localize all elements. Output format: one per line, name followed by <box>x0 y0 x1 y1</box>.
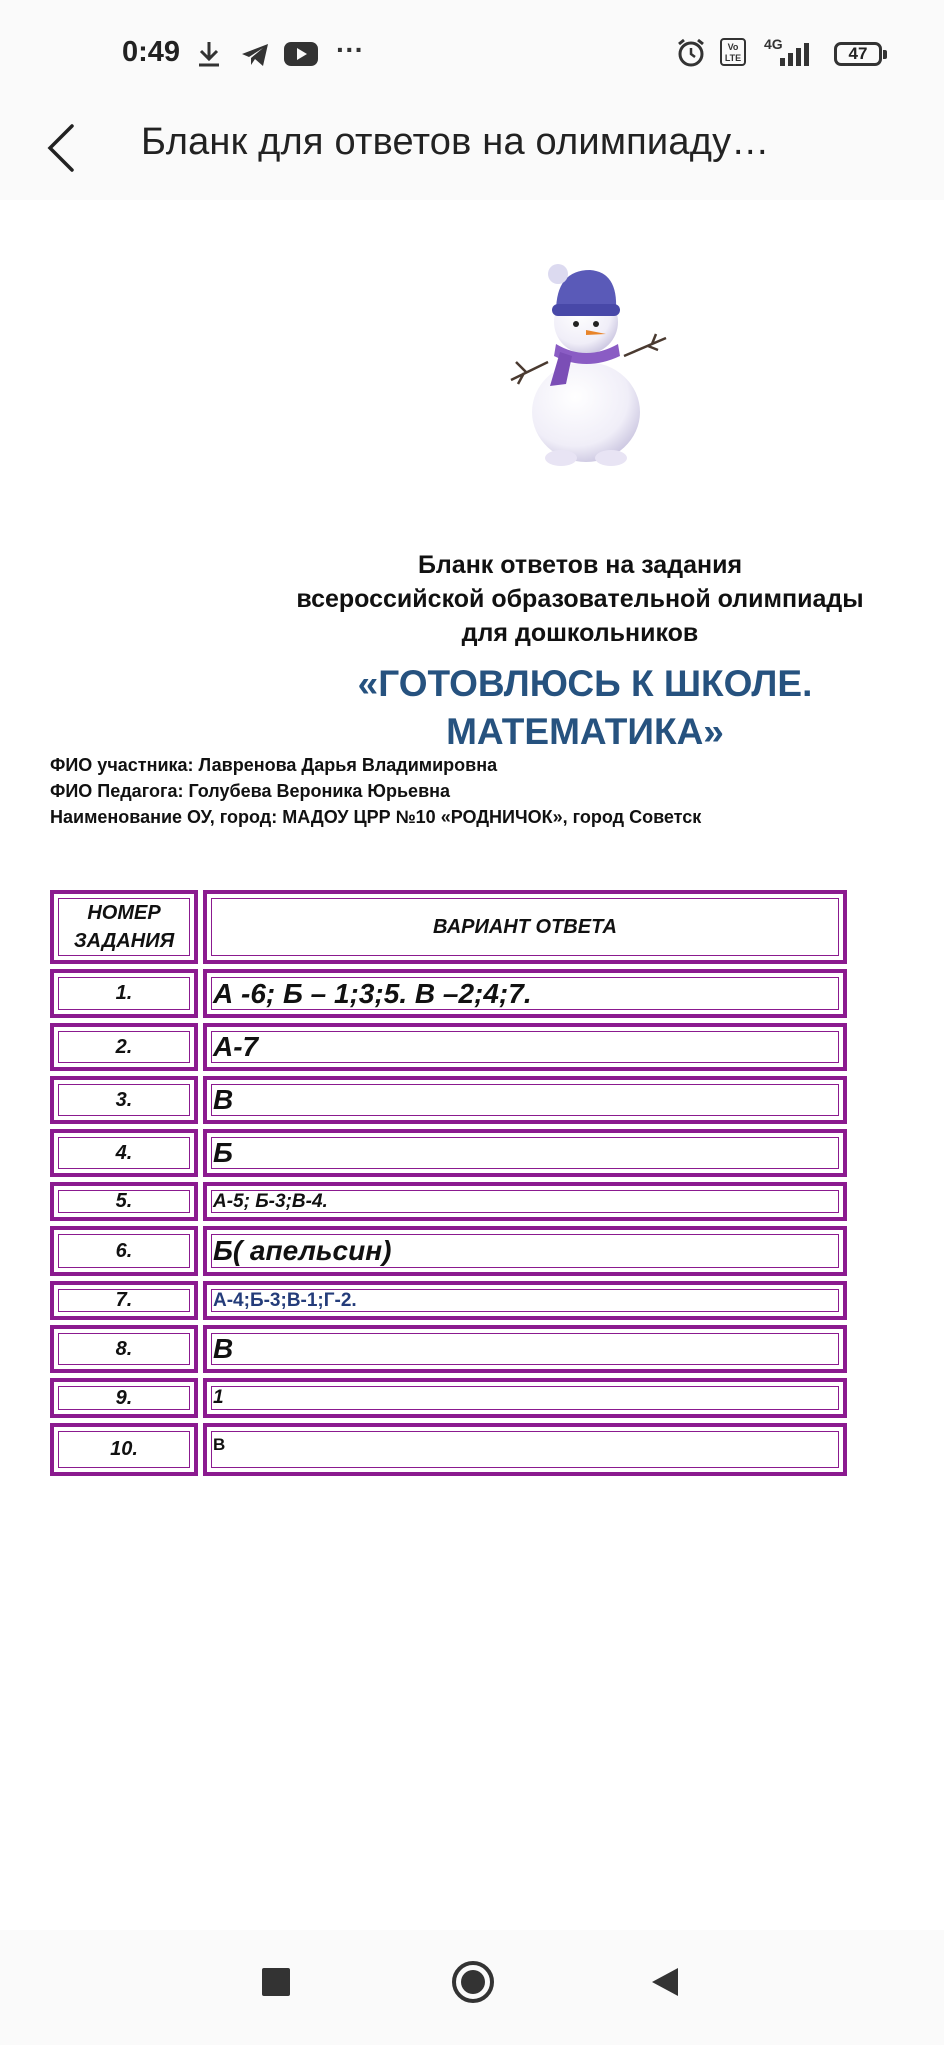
square-icon <box>262 1968 290 1996</box>
document-page <box>0 200 944 1930</box>
task-answer: Б( апельсин) <box>203 1226 847 1276</box>
telegram-icon <box>240 42 270 68</box>
answer-table <box>50 890 847 1481</box>
task-number: 2. <box>50 1023 198 1071</box>
table-row <box>50 1129 847 1177</box>
task-number: 5. <box>50 1182 198 1221</box>
signal-icon <box>770 42 814 66</box>
table-row <box>50 1325 847 1373</box>
home-button[interactable] <box>451 1960 495 2004</box>
table-row <box>50 1281 847 1320</box>
table-header-row <box>50 890 847 964</box>
battery-level: 47 <box>848 44 868 63</box>
task-answer: В <box>203 1423 847 1476</box>
task-number: 8. <box>50 1325 198 1373</box>
system-nav-bar <box>0 1930 944 2045</box>
task-number: 3. <box>50 1076 198 1124</box>
table-row <box>50 969 847 1018</box>
youtube-icon <box>284 42 318 66</box>
header-answer: ВАРИАНТ ОТВЕТА <box>203 890 847 964</box>
alarm-icon <box>676 38 706 68</box>
volte-icon: Vo LTE <box>720 38 746 66</box>
participant-info <box>50 752 701 830</box>
task-answer: А-7 <box>203 1023 847 1071</box>
task-number: 9. <box>50 1378 198 1418</box>
status-time: 0:49 <box>122 36 181 68</box>
status-bar <box>0 0 944 96</box>
task-answer: А -6; Б – 1;3;5. В –2;4;7. <box>203 969 847 1018</box>
more-notifications-icon: ··· <box>336 34 364 65</box>
participant-name: ФИО участника: Лавренова Дарья Владимировна <box>50 755 498 775</box>
triangle-back-icon <box>650 1966 680 1998</box>
task-answer: А-4;Б-3;В-1;Г-2. <box>203 1281 847 1320</box>
table-row <box>50 1226 847 1276</box>
recents-button[interactable] <box>262 1968 290 1996</box>
battery-icon <box>834 42 882 66</box>
table-row <box>50 1076 847 1124</box>
task-number: 6. <box>50 1226 198 1276</box>
download-icon <box>196 40 222 68</box>
circle-icon <box>451 1960 495 2004</box>
back-button[interactable] <box>40 116 84 180</box>
olympiad-title: «ГОТОВЛЮСЬ К ШКОЛЕ. МАТЕМАТИКА» <box>357 663 813 752</box>
app-header <box>0 96 944 200</box>
table-row <box>50 1023 847 1071</box>
task-answer: Б <box>203 1129 847 1177</box>
network-type: 4G <box>764 36 783 52</box>
header-task-number: НОМЕР ЗАДАНИЯ <box>50 890 198 964</box>
task-number: 10. <box>50 1423 198 1476</box>
page-title: Бланк для ответов на олимпиаду… <box>141 121 770 163</box>
teacher-name: ФИО Педагога: Голубева Вероника Юрьевна <box>50 781 451 801</box>
task-number: 1. <box>50 969 198 1018</box>
task-answer: В <box>203 1076 847 1124</box>
table-row <box>50 1378 847 1418</box>
snowman-illustration <box>486 252 686 472</box>
task-number: 4. <box>50 1129 198 1177</box>
table-row <box>50 1423 847 1476</box>
back-arrow-icon <box>40 116 84 180</box>
school-name: Наименование ОУ, город: МАДОУ ЦРР №10 «РОДНИЧОК», город Советск <box>50 807 702 827</box>
task-answer: А-5; Б-3;В-4. <box>203 1182 847 1221</box>
task-answer: В <box>203 1325 847 1373</box>
table-row <box>50 1182 847 1221</box>
task-number: 7. <box>50 1281 198 1320</box>
task-answer: 1 <box>203 1378 847 1418</box>
document-heading: Бланк ответов на задания всероссийской образовательной олимпиады для дошкольников <box>296 551 864 647</box>
back-nav-button[interactable] <box>650 1966 680 1998</box>
